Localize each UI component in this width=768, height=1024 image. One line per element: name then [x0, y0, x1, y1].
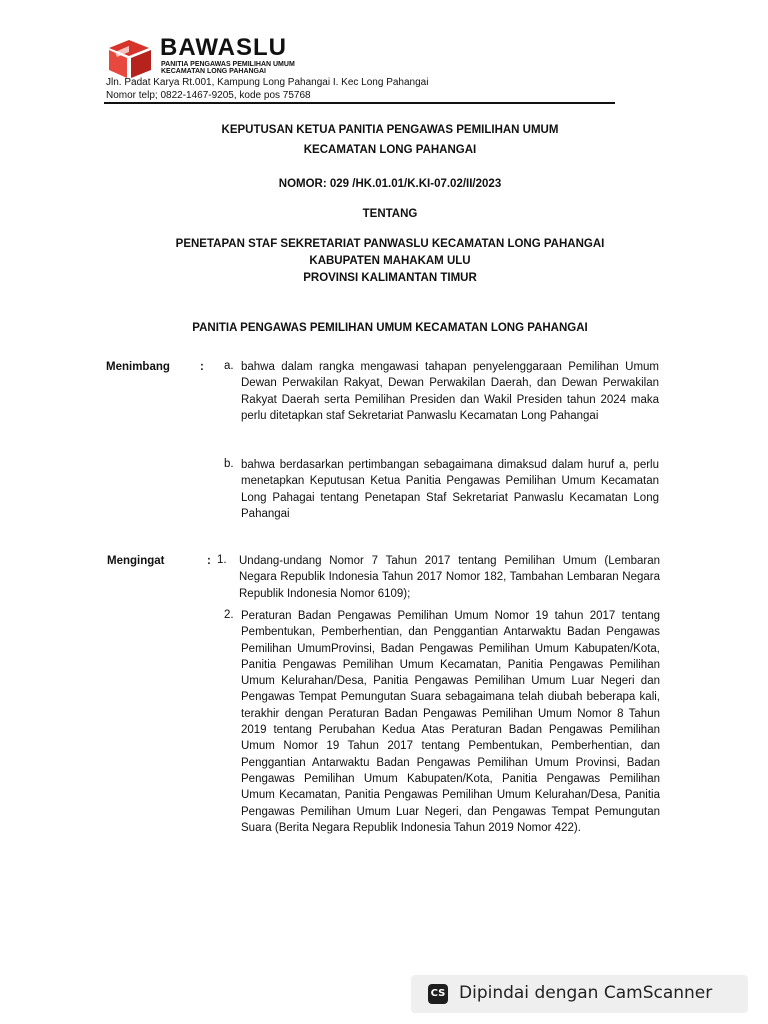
mengingat-item-1: Undang-undang Nomor 7 Tahun 2017 tentang Pemilihan Umum (Lembaran Negara Republik Indonesia Tahun 2017 Nomor 182, Tambahan Lembaran Negara Republik Indonesia Nomor 6109);	[239, 555, 660, 600]
camscanner-watermark	[411, 975, 748, 1013]
address-text: Jln. Padat Karya Rt.001, Kampung Long Pahangai I. Kec Long Pahangai	[106, 77, 429, 88]
menimbang-item-b: bahwa berdasarkan pertimbangan sebagaimana dimaksud dalam huruf a, perlu menetapkan Keputusan Ketua Panitia Pengawas Pemilihan Umum Kecamatan Long Pahagai tentang Penetapan Staf Sekretariat Panwaslu Kecamatan Long Pahangai	[241, 459, 659, 520]
subject-line3: PROVINSI KALIMANTAN TIMUR	[303, 272, 477, 284]
menimbang-label: Menimbang	[106, 361, 170, 373]
phone-text: Nomor telp; 0822-1467-9205, kode pos 75768	[106, 90, 311, 101]
decree-number: NOMOR: 029 /HK.01.01/K.KI-07.02/II/2023	[278, 178, 502, 190]
brand-subtitle-line2: KECAMATAN LONG PAHANGAI	[161, 68, 266, 75]
issuer-heading: PANITIA PENGAWAS PEMILIHAN UMUM KECAMATAN LONG PAHANGAI	[192, 322, 588, 334]
bawaslu-logo-icon	[105, 38, 155, 80]
mengingat-item-2: Peraturan Badan Pengawas Pemilihan Umum Nomor 19 tahun 2017 tentang Pembentukan, Pemberhentian, dan Penggantian Antarwaktu Badan Pengawas Pemilihan UmumProvinsi, Badan Pengawas Pemilihan Umum Kabupaten/Kota, Panitia Pengawas Pemilihan Umum Kecamatan, Panitia Pengawas Pemilihan Umum Kelurahan/Desa, Panitia Pengawas Pemilihan Umum Luar Negeri dan Pengawas Tempat Pemungutan Suara sebagaimana telah diubah beberapa kali, terakhir dengan Peraturan Badan Pengawas Pemilihan Umum Nomor 8 Tahun 2019 tentang Perubahan Kedua Atas Peraturan Badan Pengawas Pemilihan Umum Nomor 19 Tahun 2017 tentang Pembentukan, Pemberhentian, dan Penggantian Antarwaktu Badan Pengawas Pemilihan Umum Provinsi, Badan Pengawas Pemilihan Umum Kabupaten/Kota, Panitia Pengawas Pemilihan Umum Kecamatan, Panitia Pengawas Pemilihan Umum Kelurahan/Desa, Panitia Pengawas Pemilihan Umum Luar Negeri, dan Pengawas Tempat Pemungutan Suara (Berita Negara Republik Indonesia Tahun 2019 Nomor 422).	[241, 610, 660, 834]
title-line2: KECAMATAN LONG PAHANGAI	[303, 144, 477, 156]
menimbang-item-a: bahwa dalam rangka mengawasi tahapan penyelenggaraan Pemilihan Umum Dewan Perwakilan Rakyat, Dewan Perwakilan Daerah, dan Dewan Perwakilan Rakyat Daerah serta Pemilihan Presiden dan Wakil Presiden tahun 2024 maka perlu ditetapkan staf Sekretariat Panwaslu Kecamatan Long Pahangai	[241, 361, 659, 422]
subject-line2: KABUPATEN MAHAKAM ULU	[309, 255, 471, 267]
menimbang-colon: :	[200, 361, 204, 373]
menimbang-marker-a: a.	[224, 360, 234, 372]
tentang-heading: TENTANG	[362, 208, 418, 220]
subject-line1: PENETAPAN STAF SEKRETARIAT PANWASLU KECAMATAN LONG PAHANGAI	[175, 238, 605, 250]
mengingat-marker-1: 1.	[217, 554, 227, 566]
camscanner-icon: CS	[428, 984, 448, 1004]
brand-name: BAWASLU	[160, 34, 287, 61]
mengingat-colon: :	[207, 555, 211, 567]
letterhead-divider	[104, 102, 615, 104]
mengingat-marker-2: 2.	[224, 609, 234, 621]
brand-subtitle-line1: PANITIA PENGAWAS PEMILIHAN UMUM	[161, 61, 295, 68]
camscanner-label: Dipindai dengan CamScanner	[459, 983, 713, 1003]
title-line1: KEPUTUSAN KETUA PANITIA PENGAWAS PEMILIHAN UMUM	[221, 124, 559, 136]
mengingat-label: Mengingat	[107, 555, 165, 567]
menimbang-marker-b: b.	[224, 458, 234, 470]
